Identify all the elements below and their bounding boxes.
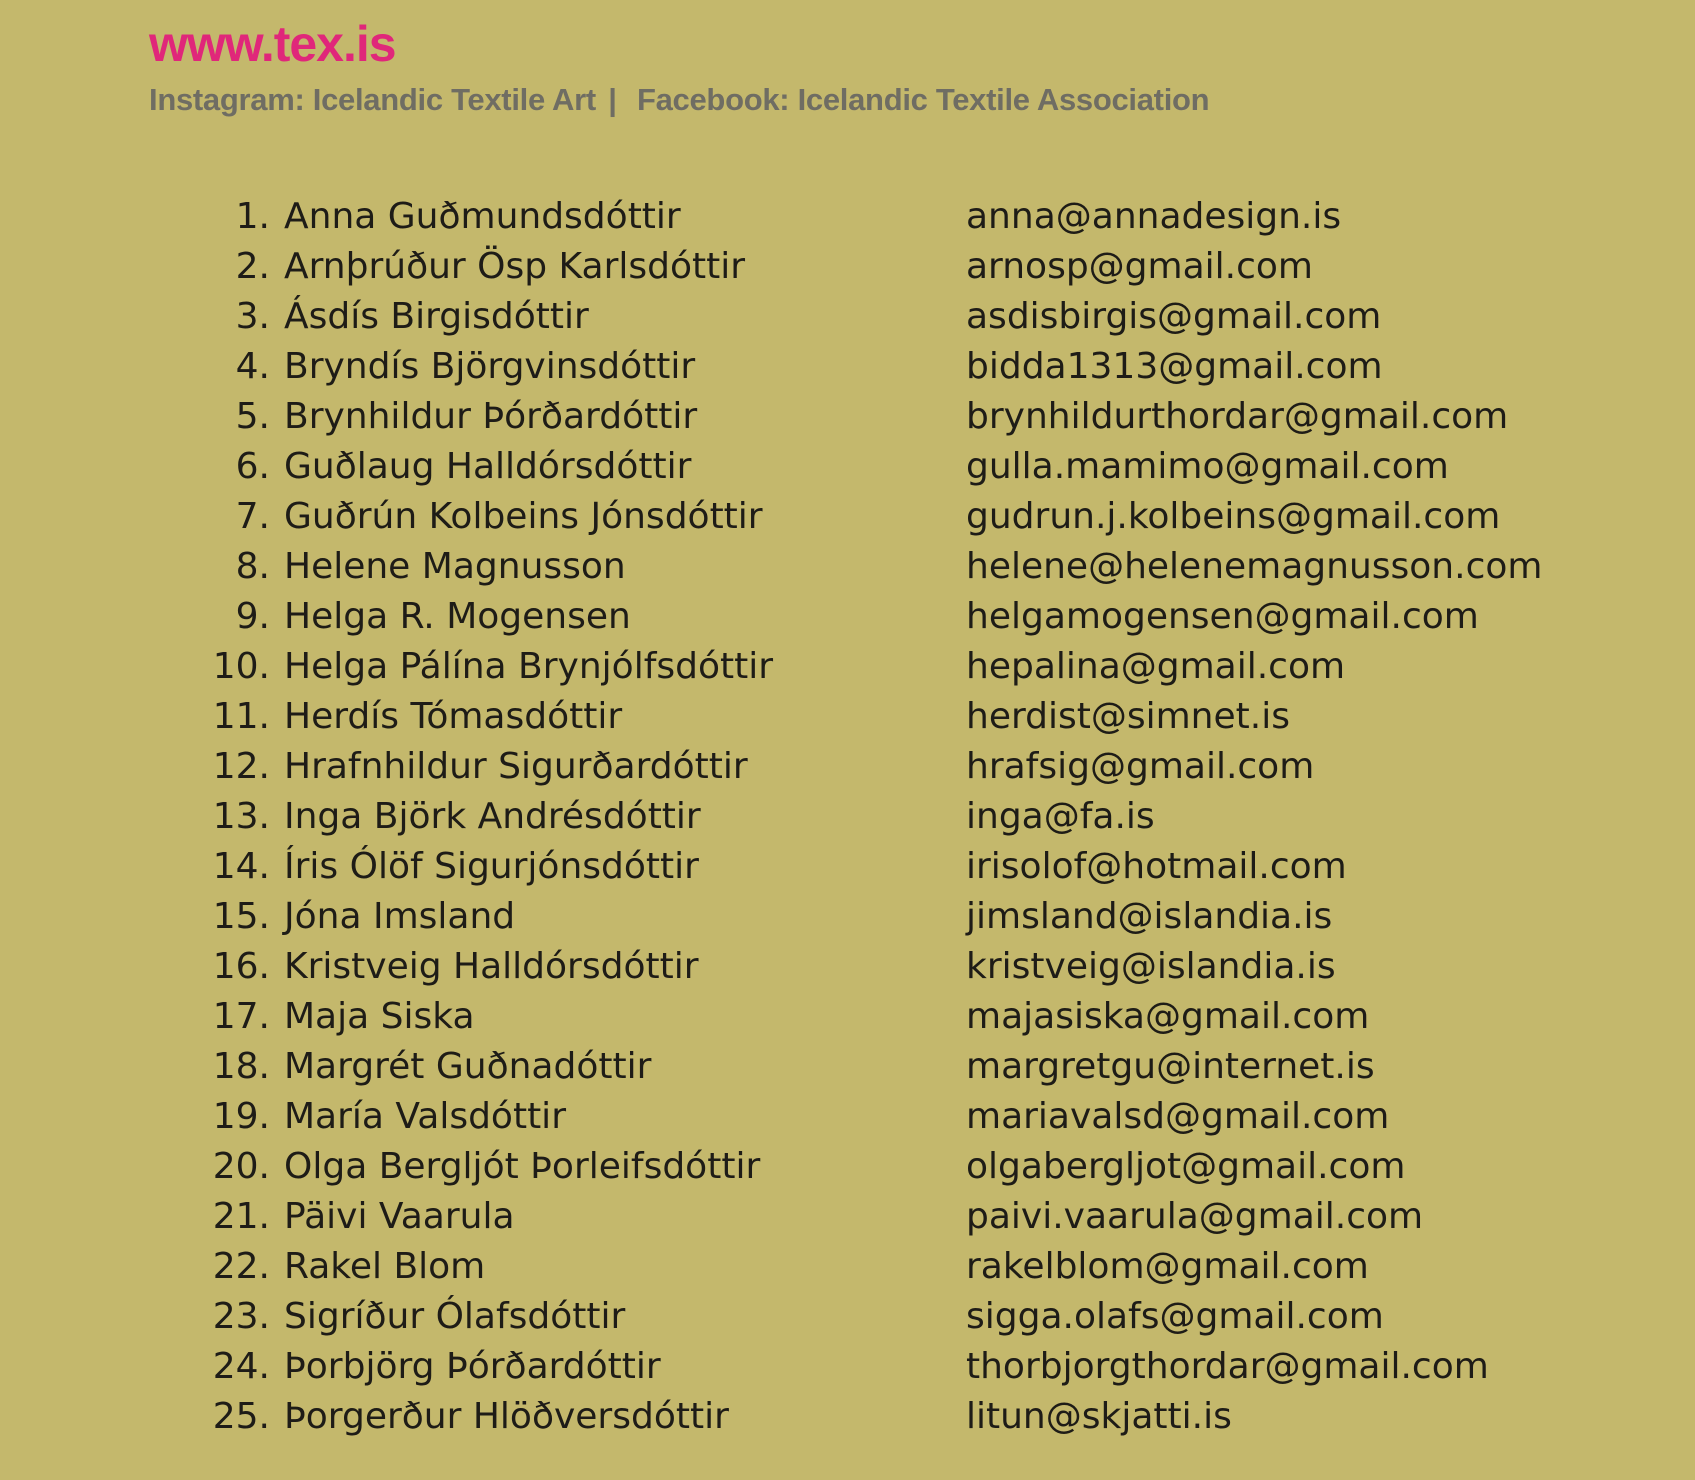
member-number: 17.: [212, 995, 270, 1037]
member-row: [200, 1341, 1600, 1391]
member-number: 7.: [235, 495, 270, 537]
member-email[interactable]: rakelblom@gmail.com: [966, 1245, 1369, 1287]
member-email[interactable]: gulla.mamimo@gmail.com: [966, 445, 1449, 487]
member-email[interactable]: bidda1313@gmail.com: [966, 345, 1383, 387]
member-email[interactable]: anna@annadesign.is: [966, 195, 1342, 237]
member-row: [200, 891, 1600, 941]
member-number: 18.: [212, 1045, 270, 1087]
member-row: [200, 441, 1600, 491]
social-links: [149, 80, 1209, 120]
facebook-link[interactable]: Facebook: Icelandic Textile Association: [636, 82, 1210, 117]
member-email[interactable]: sigga.olafs@gmail.com: [966, 1295, 1384, 1337]
member-email[interactable]: arnosp@gmail.com: [966, 245, 1313, 287]
member-email[interactable]: helgamogensen@gmail.com: [966, 595, 1479, 637]
member-row: [200, 1291, 1600, 1341]
member-number: 19.: [212, 1095, 270, 1137]
member-email[interactable]: hepalina@gmail.com: [966, 645, 1346, 687]
member-row: [200, 991, 1600, 1041]
member-number: 5.: [235, 395, 270, 437]
member-number: 8.: [235, 545, 270, 587]
member-number: 21.: [212, 1195, 270, 1237]
member-name: Bryndís Björgvinsdóttir: [284, 345, 696, 387]
member-email[interactable]: margretgu@internet.is: [966, 1045, 1375, 1087]
member-name: María Valsdóttir: [284, 1095, 566, 1137]
member-number: 14.: [212, 845, 270, 887]
member-email[interactable]: brynhildurthordar@gmail.com: [966, 395, 1509, 437]
member-row: [200, 1391, 1600, 1441]
member-list: [200, 191, 1600, 1441]
member-name: Þorgerður Hlöðversdóttir: [284, 1395, 729, 1437]
member-number: 13.: [212, 795, 270, 837]
member-email[interactable]: jimsland@islandia.is: [966, 895, 1333, 937]
member-email[interactable]: asdisbirgis@gmail.com: [966, 295, 1382, 337]
member-email[interactable]: inga@fa.is: [966, 795, 1155, 837]
member-number: 9.: [235, 595, 270, 637]
site-url-link[interactable]: www.tex.is: [149, 16, 396, 72]
member-number: 2.: [235, 245, 270, 287]
member-number: 23.: [212, 1295, 270, 1337]
member-email[interactable]: kristveig@islandia.is: [966, 945, 1336, 987]
member-row: [200, 1241, 1600, 1291]
member-number: 20.: [212, 1145, 270, 1187]
member-name: Guðlaug Halldórsdóttir: [284, 445, 692, 487]
member-name: Arnþrúður Ösp Karlsdóttir: [284, 245, 746, 287]
member-name: Þorbjörg Þórðardóttir: [284, 1345, 661, 1387]
member-number: 22.: [212, 1245, 270, 1287]
member-name: Päivi Vaarula: [284, 1195, 515, 1237]
member-name: Inga Björk Andrésdóttir: [284, 795, 701, 837]
member-number: 24.: [212, 1345, 270, 1387]
member-row: [200, 541, 1600, 591]
member-name: Jóna Imsland: [284, 895, 516, 937]
member-number: 25.: [212, 1395, 270, 1437]
member-email[interactable]: hrafsig@gmail.com: [966, 745, 1315, 787]
member-number: 11.: [212, 695, 270, 737]
member-email[interactable]: irisolof@hotmail.com: [966, 845, 1347, 887]
member-name: Kristveig Halldórsdóttir: [284, 945, 699, 987]
member-name: Rakel Blom: [284, 1245, 486, 1287]
member-row: [200, 341, 1600, 391]
instagram-link[interactable]: Instagram: Icelandic Textile Art: [149, 82, 596, 117]
member-email[interactable]: thorbjorgthordar@gmail.com: [966, 1345, 1489, 1387]
member-row: [200, 291, 1600, 341]
member-row: [200, 1041, 1600, 1091]
member-row: [200, 841, 1600, 891]
member-row: [200, 591, 1600, 641]
page-header: [149, 14, 1209, 120]
member-name: Helene Magnusson: [284, 545, 626, 587]
member-email[interactable]: herdist@simnet.is: [966, 695, 1290, 737]
member-number: 3.: [235, 295, 270, 337]
separator: |: [608, 82, 617, 117]
member-name: Sigríður Ólafsdóttir: [284, 1295, 626, 1337]
member-number: 16.: [212, 945, 270, 987]
member-name: Ásdís Birgisdóttir: [284, 295, 589, 337]
member-name: Maja Siska: [284, 995, 475, 1037]
member-row: [200, 191, 1600, 241]
member-row: [200, 241, 1600, 291]
member-email[interactable]: litun@skjatti.is: [966, 1395, 1232, 1437]
member-number: 6.: [235, 445, 270, 487]
member-email[interactable]: majasiska@gmail.com: [966, 995, 1370, 1037]
member-row: [200, 641, 1600, 691]
member-name: Brynhildur Þórðardóttir: [284, 395, 698, 437]
member-row: [200, 941, 1600, 991]
member-name: Íris Ólöf Sigurjónsdóttir: [284, 845, 699, 887]
member-name: Helga Pálína Brynjólfsdóttir: [284, 645, 774, 687]
member-number: 1.: [235, 195, 270, 237]
member-name: Anna Guðmundsdóttir: [284, 195, 681, 237]
member-email[interactable]: gudrun.j.kolbeins@gmail.com: [966, 495, 1501, 537]
member-email[interactable]: olgabergljot@gmail.com: [966, 1145, 1406, 1187]
member-row: [200, 691, 1600, 741]
member-row: [200, 1091, 1600, 1141]
member-number: 12.: [212, 745, 270, 787]
member-number: 4.: [235, 345, 270, 387]
member-name: Hrafnhildur Sigurðardóttir: [284, 745, 748, 787]
member-email[interactable]: paivi.vaarula@gmail.com: [966, 1195, 1424, 1237]
member-name: Olga Bergljót Þorleifsdóttir: [284, 1145, 761, 1187]
member-number: 10.: [212, 645, 270, 687]
member-name: Margrét Guðnadóttir: [284, 1045, 652, 1087]
member-row: [200, 491, 1600, 541]
member-row: [200, 391, 1600, 441]
member-email[interactable]: mariavalsd@gmail.com: [966, 1095, 1390, 1137]
member-email[interactable]: helene@helenemagnusson.com: [966, 545, 1543, 587]
member-name: Herdís Tómasdóttir: [284, 695, 623, 737]
member-row: [200, 1191, 1600, 1241]
member-row: [200, 791, 1600, 841]
member-row: [200, 1141, 1600, 1191]
member-name: Helga R. Mogensen: [284, 595, 631, 637]
member-name: Guðrún Kolbeins Jónsdóttir: [284, 495, 763, 537]
member-number: 15.: [212, 895, 270, 937]
member-row: [200, 741, 1600, 791]
